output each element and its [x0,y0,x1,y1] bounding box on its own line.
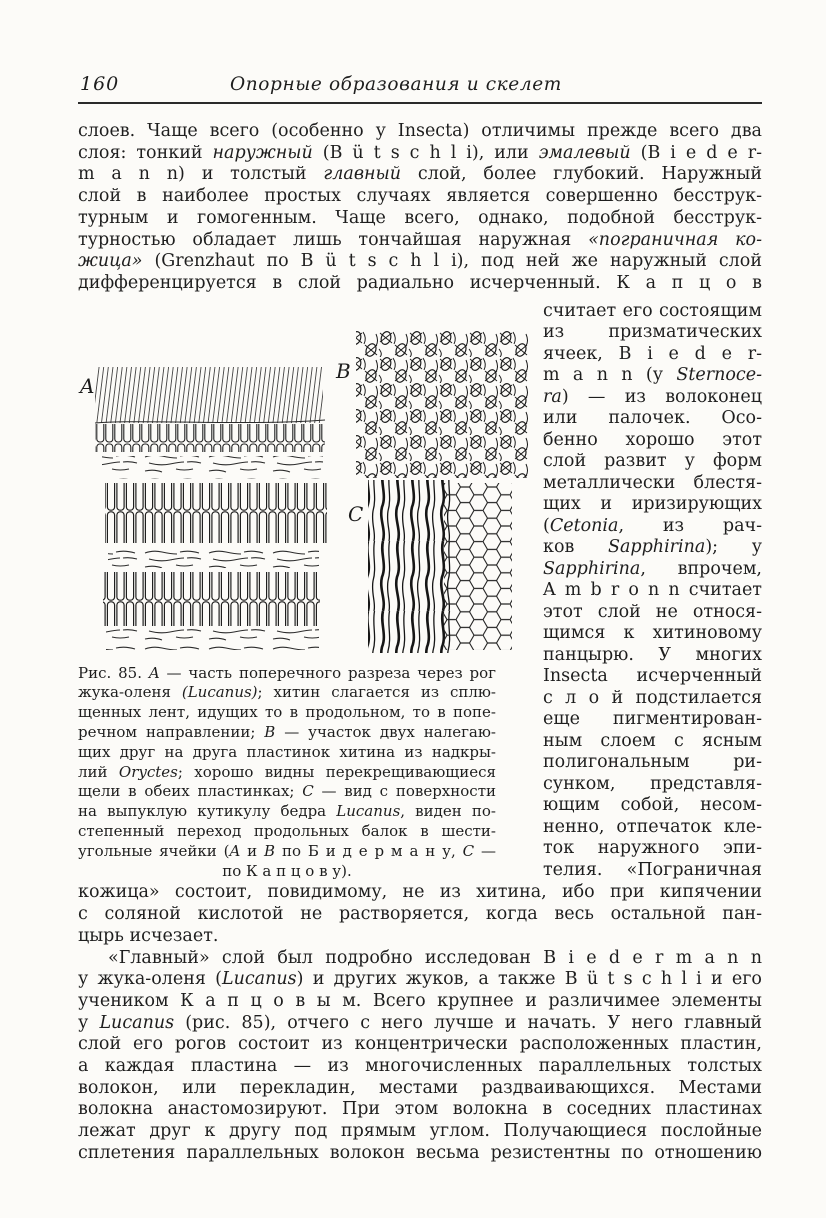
panel-a-palisade-2 [103,572,320,626]
running-header [78,73,762,97]
text-line: щели в обеих пластинках; C — вид с поверхности [78,782,496,801]
paragraph-3 [78,948,762,1165]
text-line: ным слоем с ясным [543,730,762,751]
figure-85-illustration [78,331,533,661]
text-line: с соляной кислотой не растворяется, когда весь остальной пан- [78,904,762,925]
page-content [78,0,762,1165]
text-line: Рис. 85. A — часть поперечного разреза через рог [78,663,497,682]
text-line: у жука-оленя (Lucanus) и других жуков, а также B ü t s c h l i и его [78,969,762,990]
panel-a-wavy-band-2 [108,548,319,568]
figure-caption [78,664,496,882]
text-line: слоев. Чаще всего (особенно у Insecta) отличимы прежде всего два [78,121,762,141]
paragraph-1 [78,121,762,295]
panel-c-hexagons [444,483,512,650]
text-line: лежат друг к другу под прямым углом. Получающиеся послойные [78,1121,762,1142]
text-line: из призматических [543,322,762,343]
text-line: ток наружного эпи- [543,838,762,859]
text-line: турностью обладает лишь тончайшая наружная «пограничная ко- [78,229,762,250]
panel-c-stripes [368,480,452,653]
text-line: ячеек, B i e d e r- [543,343,762,364]
text-line: бенно хорошо этот [543,429,762,450]
panel-a-fiber-band [95,367,323,423]
text-line: m a n n) и толстый главный слой, более глубокий. Наружный [78,164,762,185]
text-line: речном направлении; B — участок двух налегаю- [78,723,496,742]
figure-label-c: C [348,501,364,526]
panel-b-texture [356,331,528,478]
text-line: волокон, или перекладин, местами раздваивающихся. Местами [78,1077,762,1098]
paragraph-2 [78,882,762,947]
text-line: лий Oryctes; хорошо видны перекрещивающиеся [78,762,496,781]
text-line: турным и гомогенным. Чаще всего, однако, подобной бесструк- [78,207,762,228]
text-line: щимся к хитиновому [543,623,762,644]
panel-a-drawing [78,367,327,650]
figure-column [78,301,533,882]
figure-section [78,301,762,882]
text-line: щих друг на друга пластинок хитина из надкры- [78,742,496,761]
text-line: телия. «Пограничная [543,859,762,880]
figure-label-b: B [336,358,351,383]
text-line: считает его состоящим [543,300,762,321]
text-line: или палочек. Осо- [543,408,762,429]
text-line: A m b r o n n считает [543,580,762,601]
figure-label-a: A [80,373,95,398]
text-line: слой его рогов состоит из концентрически расположенных пластин, [78,1034,762,1055]
panel-b-drawing [335,331,528,478]
right-column-text [543,301,762,882]
text-line: угольные ячейки (A и B по Б и д е р м а н у, C — [78,841,496,860]
text-line: слоя: тонкий наружный (B ü t s c h l i), или эмалевый (B i e d e r- [78,142,763,163]
panel-a-wavy-band-1 [102,456,323,479]
text-line: Insecta исчерченный [543,666,762,687]
text-line: панцырю. У многих [543,644,762,665]
text-line: волокна анастомозируют. При этом волокна в соседних пластинах [78,1099,762,1120]
text-line: жица» (Grenzhaut по B ü t s c h l i), под ней же наружный слой [78,251,762,272]
text-line: степенный переход продольных балок в шести- [78,822,496,840]
text-line: дифференцируется в слой радиально исчерченный. К а п ц о в [78,272,762,293]
text-line: ющим собой, несом- [543,795,762,816]
text-line: слой развит у форм [543,451,762,472]
panel-a-short-bars [95,424,325,452]
text-line: еще пигментирован- [543,709,762,730]
text-line: слой в наиболее простых случаях является совершенно бесструк- [78,186,762,207]
text-line: жука-оленя (Lucanus); хитин слагается из сплю- [78,683,496,702]
text-line: m a n n (у Sternoce- [543,365,762,386]
text-line: Sapphirina, впрочем, [543,558,762,579]
text-line: цырь исчезает. [78,925,219,946]
panel-c-drawing [348,480,512,653]
text-line: с л о й подстилается [543,687,762,708]
text-line: «Главный» слой был подробно исследован B i e d e r m a n n [108,947,762,968]
text-line: учеником К а п ц о в ы м. Всего крупнее и различимее элементы [78,990,762,1011]
text-line: (Cetonia, из рач- [543,515,762,536]
panel-a-palisade-1 [105,483,327,543]
page-number: 160 [80,73,120,95]
text-line: этот слой не относя- [543,601,762,622]
text-line: сунком, представля- [543,773,762,794]
header-rule [78,102,762,104]
text-line: у Lucanus (рис. 85), отчего с него лучше и начать. У него главный [78,1012,763,1033]
text-line: по К а п ц о в у). [222,861,352,880]
running-header-title: Опорные образования и скелет [230,74,562,95]
text-line: щенных лент, идущих то в продольном, то в попе- [78,703,496,722]
text-line: ков Sapphirina); у [543,537,762,558]
text-line: на выпуклую кутикулу бедра Lucanus, виден по- [78,802,496,821]
text-line: кожица» состоит, повидимому, не из хитина, ибо при кипячении [78,882,762,903]
text-line: ненно, отпечаток кле- [543,816,762,837]
text-line: металлически блестя- [543,472,762,493]
text-line: сплетения параллельных волокон весьма резистентны по отношению [78,1142,762,1163]
text-line: полигональным ри- [543,752,762,773]
panel-a-wavy-band-3 [106,629,319,650]
text-line: а каждая пластина — из многочисленных параллельных толстых [78,1056,762,1077]
text-line: ra) — из волоконец [543,386,762,407]
text-line: щих и иризирующих [543,494,762,515]
